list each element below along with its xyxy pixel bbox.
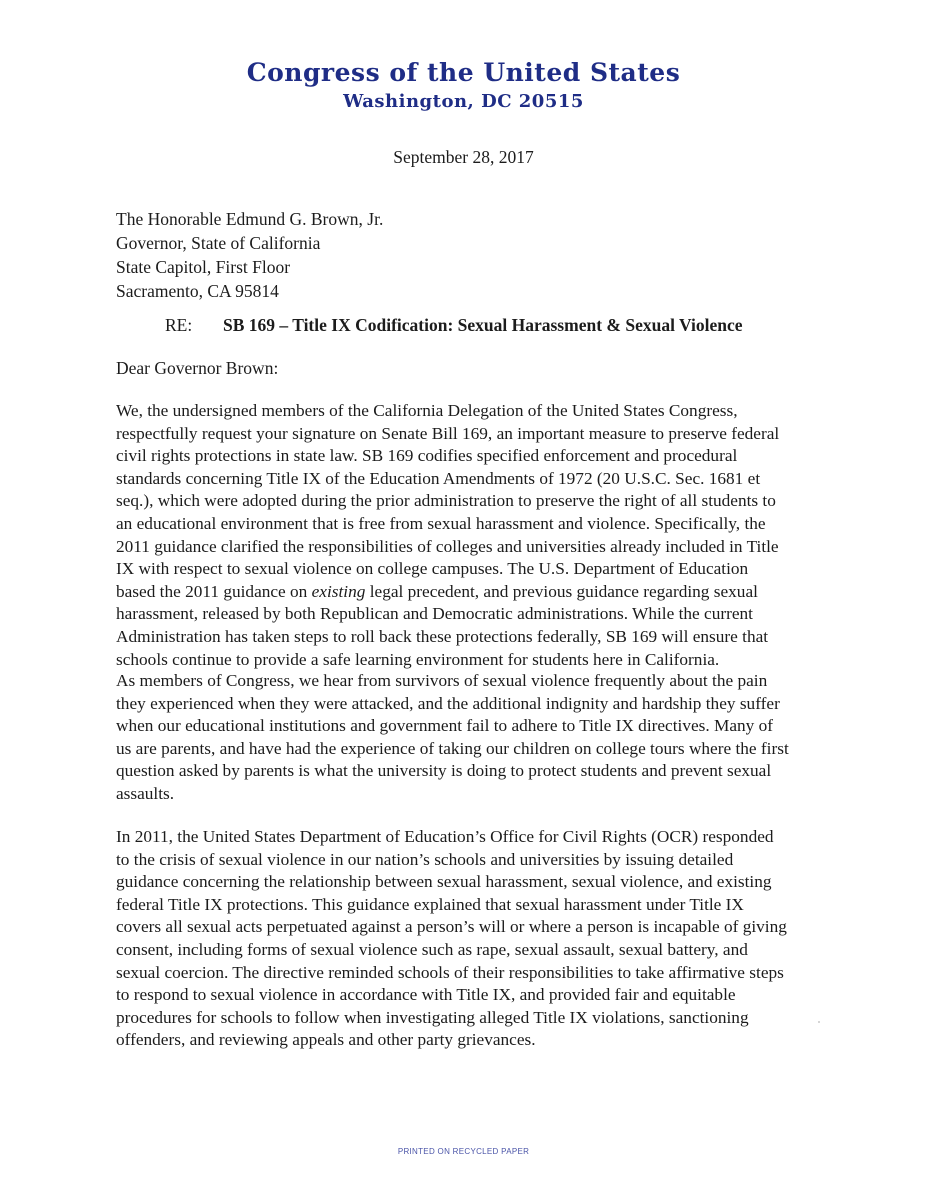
body-paragraph-2: [116, 670, 828, 806]
addressee-line: The Honorable Edmund G. Brown, Jr.: [116, 209, 384, 229]
paragraph-line: offenders, and reviewing appeals and other party grievances.: [116, 1030, 536, 1050]
paragraph-line: covers all sexual acts perpetuated against a person’s will or where a person is incapable of giving: [116, 917, 787, 937]
paragraph-line: 2011 guidance clarified the responsibilities of colleges and universities already included in Title: [116, 536, 779, 556]
paragraph-line: We, the undersigned members of the California Delegation of the United States Congress,: [116, 401, 738, 420]
addressee-line: Sacramento, CA 95814: [116, 281, 279, 301]
paragraph-line: federal Title IX protections. This guidance explained that sexual harassment under Title IX: [116, 894, 744, 914]
scan-speck: [818, 1021, 820, 1023]
letter-date: September 28, 2017: [393, 147, 534, 167]
paragraph-line: to the crisis of sexual violence in our nation’s schools and universities by issuing detailed: [116, 849, 734, 869]
paragraph-line: based the 2011 guidance on existing legal precedent, and previous guidance regarding sexual: [116, 581, 758, 601]
paragraph-line: guidance concerning the relationship between sexual harassment, sexual violence, and existing: [116, 872, 772, 892]
re-subject: SB 169 – Title IX Codification: Sexual Harassment & Sexual Violence: [223, 315, 743, 335]
paragraph-line: us are parents, and have had the experience of taking our children on college tours where the first: [116, 738, 789, 758]
letterhead-title: Congress of the United States: [246, 58, 681, 87]
paragraph-line: schools continue to provide a safe learning environment for students here in California.: [116, 649, 720, 669]
paragraph-line: seq.), which were adopted during the prior administration to preserve the right of all students to: [116, 491, 776, 511]
paragraph-line: standards concerning Title IX of the Education Amendments of 1972 (20 U.S.C. Sec. 1681 et: [116, 468, 761, 488]
paragraph-line: sexual coercion. The directive reminded schools of their responsibilities to take affirmative steps: [116, 962, 784, 982]
paragraph-line: when our educational institutions and government fail to adhere to Title IX directives. Many of: [116, 716, 774, 736]
paragraph-line: harassment, released by both Republican and Democratic administrations. While the current: [116, 604, 753, 624]
paragraph-line: question asked by parents is what the university is doing to protect students and prevent sexual: [116, 761, 772, 781]
re-label: RE:: [165, 315, 193, 335]
paragraph-line: In 2011, the United States Department of Education’s Office for Civil Rights (OCR) responded: [116, 827, 774, 846]
paragraph-line: Administration has taken steps to roll back these protections federally, SB 169 will ensure that: [116, 626, 769, 646]
recycled-paper-footer: PRINTED ON RECYCLED PAPER: [397, 1147, 530, 1156]
addressee-block: [116, 207, 383, 303]
body-paragraph-1: [116, 400, 828, 671]
paragraph-line: respectfully request your signature on Senate Bill 169, an important measure to preserve federal: [116, 423, 780, 443]
paragraph-line: to respond to sexual violence in accordance with Title IX, and provided fair and equitable: [116, 985, 736, 1005]
addressee-line: State Capitol, First Floor: [116, 257, 291, 277]
body-paragraph-3: [116, 826, 828, 1052]
paragraph-line: an educational environment that is free from sexual harassment and violence. Specifically, the: [116, 513, 766, 533]
paragraph-line: procedures for schools to follow when investigating alleged Title IX violations, sanctioning: [116, 1007, 749, 1027]
paragraph-line: consent, including forms of sexual violence such as rape, sexual assault, sexual battery, and: [116, 939, 748, 959]
salutation: Dear Governor Brown:: [116, 358, 279, 378]
addressee-line: Governor, State of California: [116, 233, 321, 253]
re-line: [165, 315, 743, 336]
paragraph-line: civil rights protections in state law. SB 169 codifies specified enforcement and procedural: [116, 446, 738, 466]
paragraph-line: they experienced when they were attacked, and the additional indignity and hardship they suffer: [116, 693, 780, 713]
paragraph-line: IX with respect to sexual violence on college campuses. The U.S. Department of Education: [116, 559, 749, 579]
letterhead-address: Washington, DC 20515: [343, 91, 584, 112]
paragraph-line: As members of Congress, we hear from survivors of sexual violence frequently about the pain: [116, 671, 768, 690]
paragraph-line: assaults.: [116, 783, 175, 803]
